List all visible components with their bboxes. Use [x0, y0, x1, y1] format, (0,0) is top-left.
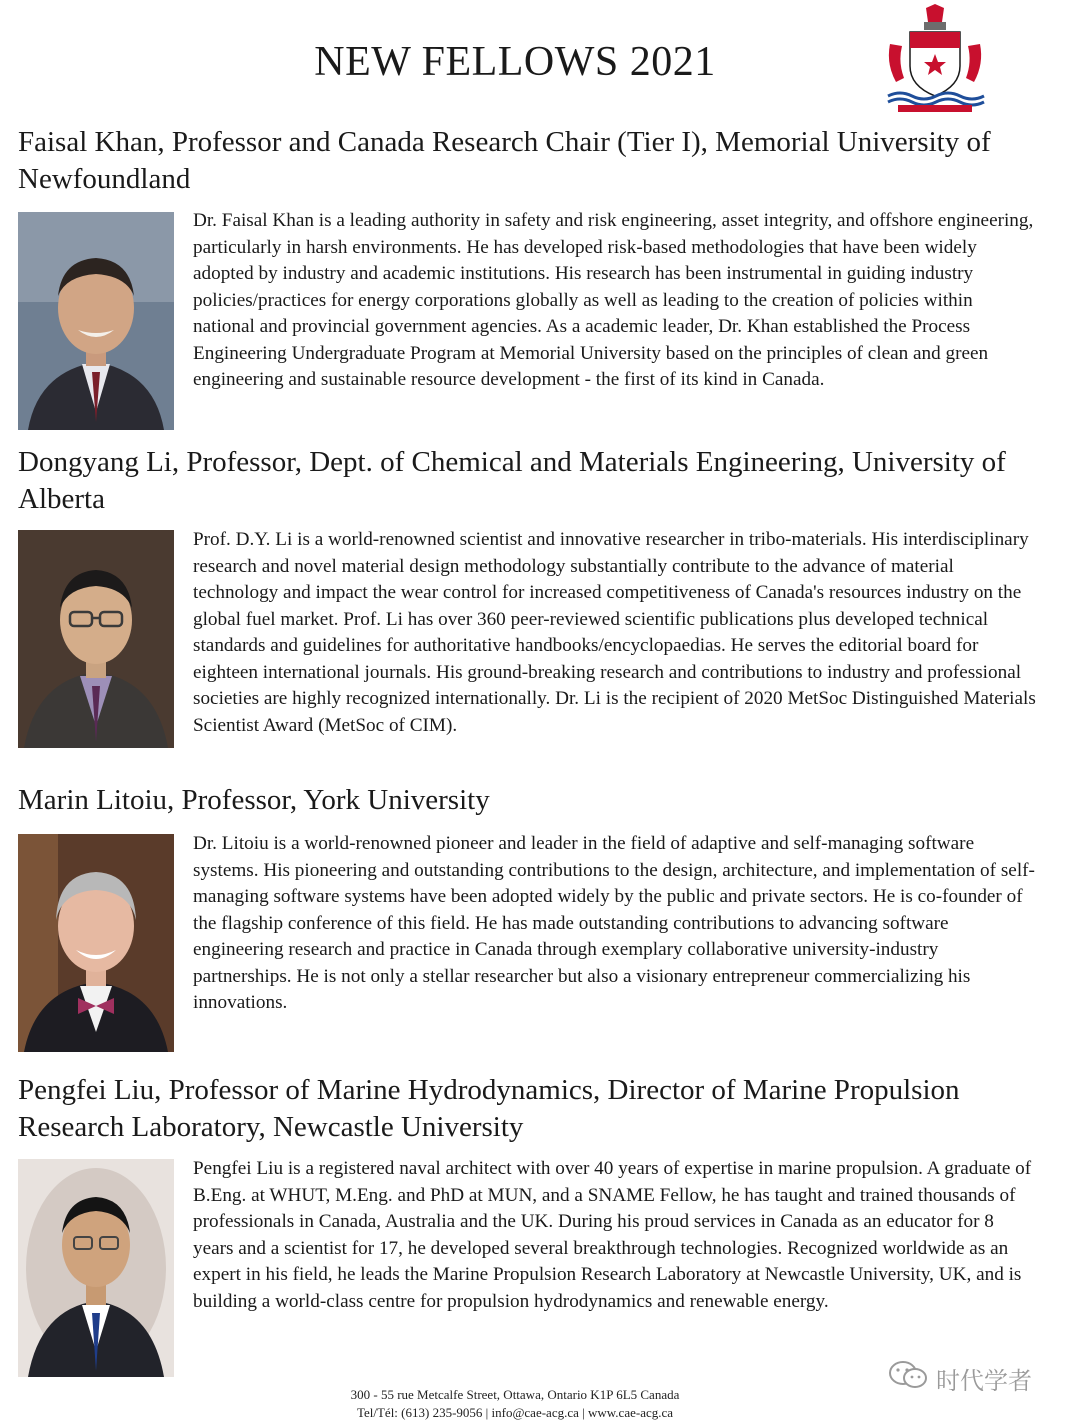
fellow-3-heading: Marin Litoiu, Professor, York University — [18, 784, 490, 816]
footer-contact — [0, 1386, 1030, 1422]
fellow-3-photo — [18, 834, 174, 1052]
footer-address: 300 - 55 rue Metcalfe Street, Ottawa, Ontario K1P 6L5 Canada — [350, 1387, 680, 1402]
fellow-4-bio: Pengfei Liu is a registered naval architect with over 40 years of expertise in marine propulsion. A graduate of B.Eng. at WHUT, M.Eng. and PhD at MUN, and a SNAME Fellow, he has taught and trained thousands of professionals in Canada, Australia and the UK. During his proud services in Canada as an educator for 8 years and a scientist for 17, he developed several breakthrough technologies. Recognized worldwide as an expert in his field, he leads the Marine Propulsion Research Laboratory at Newcastle University, UK, and is building a world-class centre for propulsion hydrodynamics and renewable energy. — [193, 1158, 1032, 1312]
page-title: NEW FELLOWS 2021 — [314, 39, 716, 85]
wechat-icon — [888, 1360, 928, 1396]
fellow-1-bio: Dr. Faisal Khan is a leading authority in safety and risk engineering, asset integrity, and offshore engineering, particularly in harsh environments. He has developed risk-based methodologies that have been widely adopted by industry and academic institutions. His research has been instrumental in guiding industry policies/practices for energy corporations globally as well as leading to the creation of policies within national and provincial government agencies. As a academic leader, Dr. Khan established the Process Engineering Undergraduate Program at Memorial University based on the principles of clean and green engineering and sustainable resource development - the first of its kind in Canada. — [193, 210, 1034, 390]
watermark-text: 时代学者 — [936, 1366, 1032, 1395]
fellow-2-bio: Prof. D.Y. Li is a world-renowned scientist and innovative researcher in tribo-materials. His interdisciplinary research and novel material design methodology substantially contribute to the advance of material technology and impact the wear control for increased competitiveness of Canada's resources industry on the global fuel market. Prof. Li has over 360 peer-reviewed scientific publications plus developed technical standards and guidelines for authoritative handbooks/encyclopaedias. He serves the editorial board for eighteen international journals. His ground-breaking research and contributions to industry and professional societies are highly recognized internationally. Dr. Li is the recipient of 2020 MetSoc Distinguished Materials Scientist Award (MetSoc of CIM). — [193, 529, 1036, 736]
fellow-2-photo — [18, 530, 174, 748]
fellow-3-bio: Dr. Litoiu is a world-renowned pioneer and leader in the field of adaptive and self-managing software systems. His pioneering and outstanding contributions to the design, architecture, and implementation of self-managing software systems have been adopted widely by the public and private sectors. He is co-founder of the flagship conference of this field. He has made outstanding contributions to advancing software engineering research and practice in Canada through exemplary collaborative university-industry partnerships. He is not only a stellar researcher but also a visionary entrepreneur commercializing his innovations. — [193, 833, 1035, 1013]
fellow-1-heading: Faisal Khan, Professor and Canada Research Chair (Tier I), Memorial University of Newfoundland — [18, 126, 991, 195]
footer-contact-line: Tel/Tél: (613) 235-9056 | info@cae-acg.ca | www.cae-acg.ca — [356, 1405, 674, 1420]
fellow-2-heading: Dongyang Li, Professor, Dept. of Chemical and Materials Engineering, University of Alberta — [18, 446, 1006, 515]
fellow-1-photo — [18, 212, 174, 430]
fellow-4-photo — [18, 1159, 174, 1377]
fellow-4-heading: Pengfei Liu, Professor of Marine Hydrodynamics, Director of Marine Propulsion Research Laboratory, Newcastle University — [18, 1074, 960, 1143]
cae-crest-logo — [880, 4, 990, 114]
wechat-watermark — [888, 1360, 1032, 1396]
